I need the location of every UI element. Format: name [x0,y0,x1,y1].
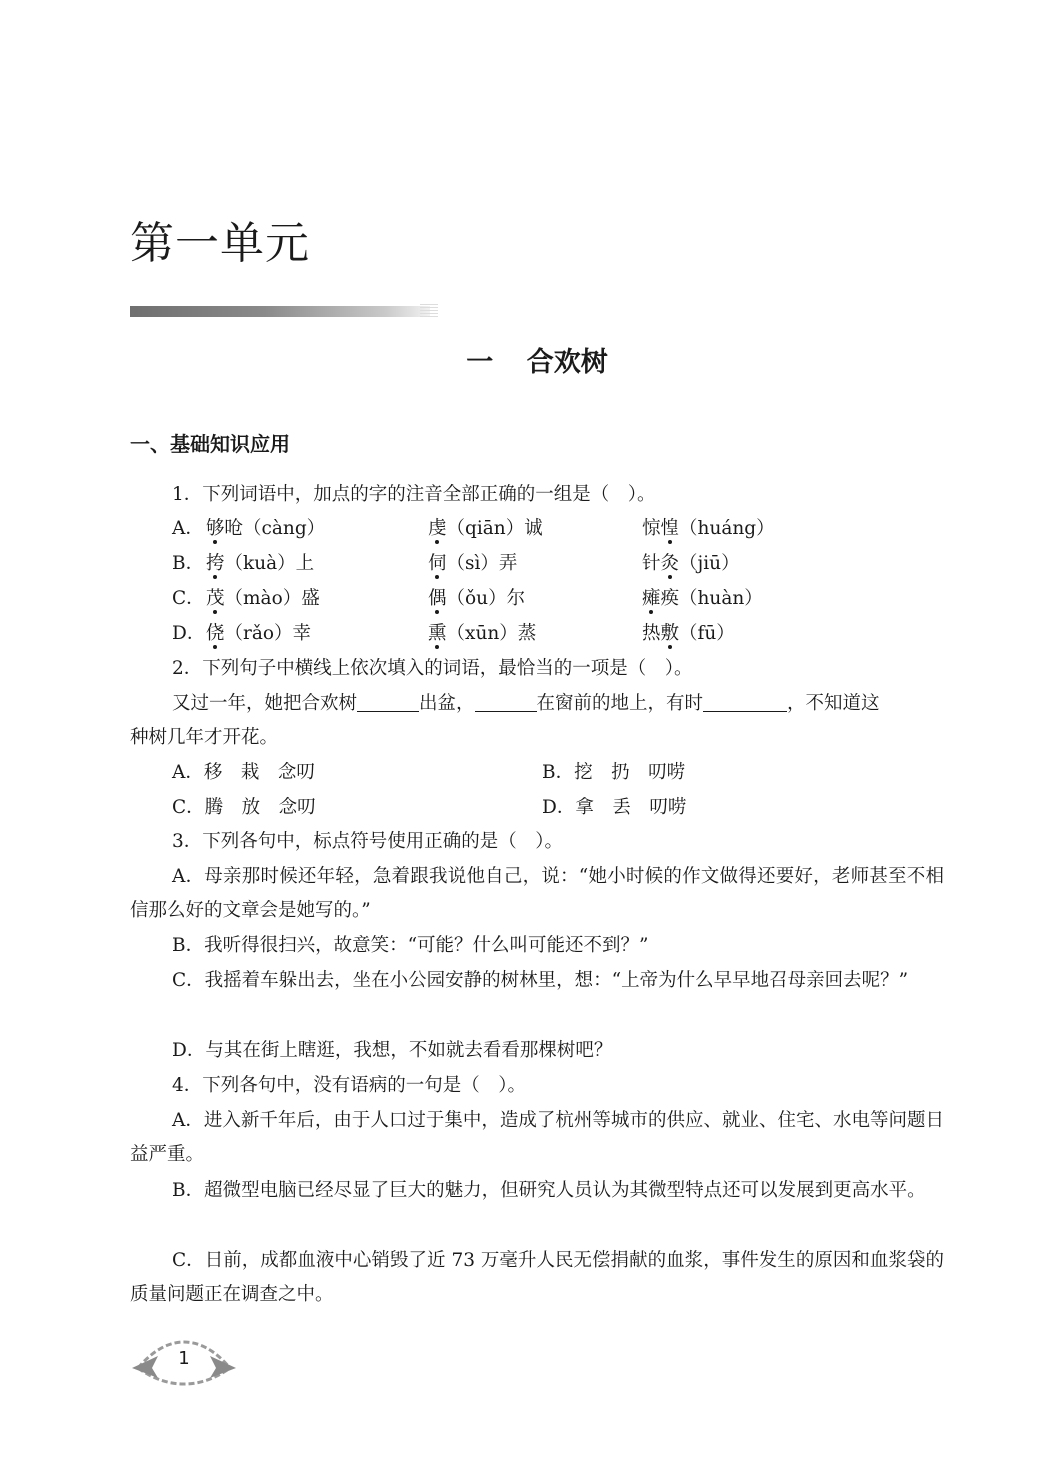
word-suffix: （sì）弄 [446,553,518,574]
option-word [206,512,325,546]
option-word [428,547,517,581]
question-3-option-a: A．母亲那时候还年轻，急着跟我说他自己，说：“她小时候的作文做得还要好，老师甚至不相信那么好的文章会是她写的。” [130,866,944,921]
word-suffix: （huáng） [679,518,775,539]
option-word [206,547,314,581]
question-2-option-c: C．腾 放 念叨 [172,797,316,818]
option-label: D． [172,623,206,644]
sentence-part-1: 又过一年，她把合欢树 [172,693,358,714]
unit-divider-fade [420,304,438,318]
question-3-option-d: D．与其在街上瞎逛，我想，不如就去看看那棵树吧？ [172,1040,613,1061]
option-word [206,617,311,651]
question-3-stem: 3．下列各句中，标点符号使用正确的是（ ）。 [172,831,564,852]
question-1-stem: 1．下列词语中，加点的字的注音全部正确的一组是（ ）。 [172,484,656,505]
question-3-option-c: C．我摇着车躲出去，坐在小公园安静的树林里，想：“上帝为什么早早地召母亲回去呢？” [172,970,909,991]
option-word [642,617,735,651]
word-suffix: （ǒu）尔 [446,588,526,609]
question-2-sentence [172,687,880,721]
dotted-character: 挎 [206,553,225,574]
word-suffix: （jiū） [679,553,740,574]
option-word [642,512,775,546]
question-3-option-b: B．我听得很扫兴，故意笑：“可能？什么叫可能还不到？” [172,935,649,956]
dotted-character: 茂 [206,588,225,609]
page-number-badge [130,1338,238,1386]
dotted-character: 熏 [428,623,447,644]
question-2-option-a: A．移 栽 念叨 [172,762,315,783]
option-word [642,547,740,581]
lesson-number: 一 [466,347,494,378]
option-label: B． [172,553,205,574]
answer-blank-2 [475,691,537,712]
option-word [428,582,525,616]
word-suffix: （mào）盛 [224,588,320,609]
unit-divider-bar [130,306,430,317]
word-suffix: （xūn）蒸 [446,623,537,644]
question-4-stem: 4．下列各句中，没有语病的一句是（ ）。 [172,1075,527,1096]
option-word [206,582,320,616]
word-suffix: （qiān）诚 [446,518,543,539]
sentence-part-4: ，不知道这 [787,693,880,714]
word-suffix: 痪（huàn） [660,588,763,609]
option-label: A． [172,518,204,539]
unit-title: 第一单元 [130,218,310,269]
lesson-name: 合欢树 [526,347,608,378]
answer-blank-3 [703,691,787,712]
word-prefix: 针 [642,553,661,574]
question-2-sentence-line-2: 种树几年才开花。 [130,727,279,748]
question-2-option-d: D．拿 丢 叨唠 [542,797,687,818]
question-2-stem: 2．下列句子中横线上依次填入的词语，最恰当的一项是（ ）。 [172,658,693,679]
option-word [642,582,763,616]
dotted-character: 偶 [428,588,447,609]
question-4-option-c: C．日前，成都血液中心销毁了近 73 万毫升人民无偿捐献的血浆，事件发生的原因和血浆袋的质量问题正在调查之中。 [130,1250,944,1305]
dotted-character: 伺 [428,553,447,574]
question-2-option-b: B．挖 扔 叨唠 [542,762,686,783]
word-prefix: 惊 [642,518,661,539]
dotted-character: 敷 [660,623,680,644]
dotted-character: 瘫 [642,588,661,609]
dotted-character: 虔 [428,518,447,539]
word-suffix: （kuà）上 [224,553,315,574]
sentence-part-2: 出盆， [419,693,475,714]
answer-blank-1 [357,691,419,712]
option-word [428,512,543,546]
question-4-option-b: B．超微型电脑已经尽显了巨大的魅力，但研究人员认为其微型特点还可以发展到更高水平。 [172,1180,926,1201]
dotted-character: 侥 [206,623,225,644]
question-4-option-a: A．进入新千年后，由于人口过于集中，造成了杭州等城市的供应、就业、住宅、水电等问题日益严重。 [130,1110,944,1165]
lesson-title [0,340,1044,379]
word-suffix: （fū） [679,623,735,644]
word-suffix: （rǎo）幸 [224,623,312,644]
page-number: 1 [178,1348,190,1369]
dotted-character: 够 [206,518,225,539]
dotted-character: 惶 [660,518,680,539]
option-word [428,617,536,651]
option-label: C． [172,588,205,609]
word-suffix: 呛（càng） [224,518,326,539]
word-prefix: 热 [642,623,661,644]
section-title: 一、基础知识应用 [130,432,290,456]
dotted-character: 灸 [660,553,680,574]
sentence-part-3: 在窗前的地上，有时 [536,693,704,714]
